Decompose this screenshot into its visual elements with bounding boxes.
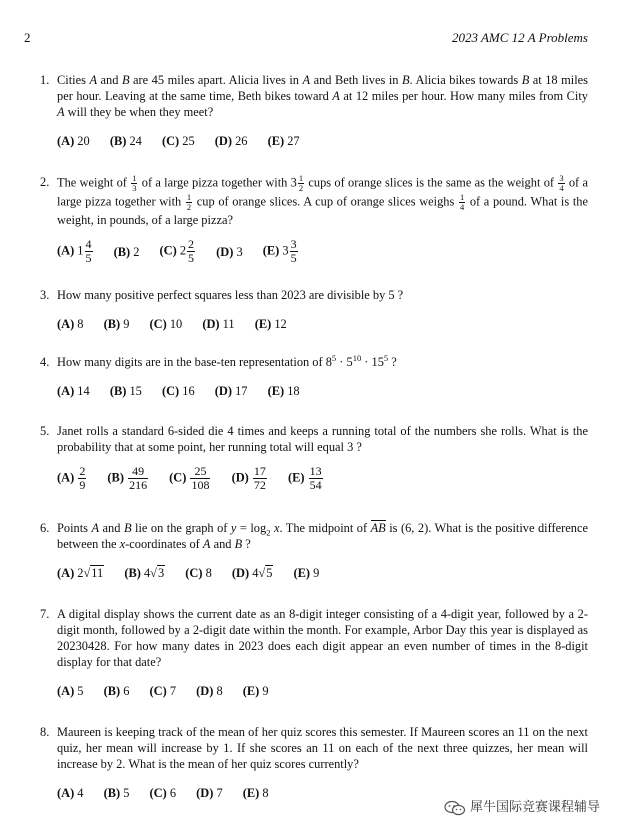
problem-number: 1. (40, 73, 50, 87)
answer-choices (57, 382, 588, 399)
page-title: 2023 AMC 12 A Problems (451, 30, 588, 45)
answer-choices (57, 238, 588, 265)
choice-b[interactable]: (B) 24 (109, 134, 142, 149)
choice-c[interactable]: (C) $\frac{25}{108}$ (169, 464, 210, 492)
choice-a[interactable]: (A) 20 (57, 134, 90, 149)
problem-number: 2. (40, 175, 50, 189)
choice-a[interactable]: (A) 5 (57, 684, 84, 699)
choice-b[interactable]: (B) 2 (113, 244, 140, 259)
page-number: 2 (24, 30, 31, 45)
choice-b[interactable]: (B) 15 (109, 384, 142, 399)
choice-e[interactable]: (E) 3 $\frac{3}{5}$ (262, 237, 297, 265)
choice-d[interactable]: (D) 4√5 (231, 566, 273, 581)
choice-d[interactable]: (D) 3 (216, 244, 243, 259)
choice-e[interactable]: (E) 18 (267, 384, 300, 399)
problem-8 (40, 724, 588, 801)
choice-a[interactable]: (A) $\frac{2}{9}$ (57, 464, 86, 492)
choice-d[interactable]: (D) 8 (196, 684, 223, 699)
problem-7 (40, 606, 588, 699)
problem-6 (40, 520, 588, 581)
problem-text: A digital display shows the current date as an 8-digit integer consisting of a 4-digit year, followed by a 2-digit month, followed by a 2-digit date within the month. For example, Arbor Day this year is displayed as 20230428. For how many dates in 2023 does each digit appear an even number of times in the 8-digit display for that date? (57, 607, 588, 669)
wechat-icon (444, 800, 466, 816)
problem-number: 7. (40, 607, 50, 621)
choice-c[interactable]: (C) 2 $\frac{2}{5}$ (159, 237, 195, 265)
answer-choices (57, 564, 588, 581)
choice-e[interactable]: (E) 27 (267, 134, 300, 149)
choice-b[interactable]: (B) 4√3 (124, 566, 165, 581)
problem-text: How many digits are in the base-ten representation of $8^5 \cdot 5^{10} \cdot 15^5$ ? (57, 352, 397, 369)
answer-choices (57, 315, 588, 332)
choice-c[interactable]: (C) 8 (185, 566, 212, 581)
problem-number: 3. (40, 288, 50, 302)
choice-c[interactable]: (C) 7 (149, 684, 177, 699)
choice-c[interactable]: (C) 25 (161, 134, 195, 149)
problem-1 (40, 72, 588, 149)
watermark-text: 犀牛国际竞赛课程辅导 (469, 800, 600, 815)
answer-choices (57, 132, 588, 149)
choice-e[interactable]: (E) $\frac{13}{54}$ (288, 464, 322, 492)
choice-d[interactable]: (D) 17 (214, 384, 248, 399)
problem-text: Maureen is keeping track of the mean of her quiz scores this semester. If Maureen scores an 11 on the next quiz, her mean will increase by 1. If she scores an 11 on each of the next three quizzes, her mean will increase by 2. What is the mean of her quiz scores currently? (57, 725, 588, 771)
choice-b[interactable]: (B) 6 (103, 684, 130, 699)
problem-text: The weight of $\frac{1}{3}$ of a large pizza together with 3 $\frac{1}{2}$ cups of orange slices is the same as the weight of $\frac{3}{4}$ of a large pizza together with $\frac{1}{2}$ cup of orange slices. A cup of orange slices weighs $\frac{1}{4}$ of a pound. What is the weight, in pounds, of a large pizza? (57, 173, 588, 227)
choice-a[interactable]: (A) 8 (57, 317, 84, 332)
choice-a[interactable]: (A) 4 (57, 786, 84, 801)
problem-text: Points A and B lie on the graph of $y = \log_2 x$. The midpoint of AB is (6, 2). What is the positive difference between the x-coordinates of A and B ? (57, 521, 588, 551)
problem-text: Janet rolls a standard 6-sided die 4 times and keeps a running total of the numbers she rolls. What is the probability that at some point, her running total will equal 3 ? (57, 424, 588, 454)
answer-choices (57, 465, 588, 492)
choice-e[interactable]: (E) 9 (293, 566, 320, 581)
problem-5 (40, 423, 588, 492)
choice-b[interactable]: (B) $\frac{49}{216}$ (107, 464, 148, 492)
choice-c[interactable]: (C) 10 (149, 317, 183, 332)
choice-c[interactable]: (C) 16 (161, 384, 195, 399)
problem-4 (40, 354, 588, 399)
choice-a[interactable]: (A) 1 $\frac{4}{5}$ (57, 237, 92, 265)
answer-choices (57, 682, 588, 699)
problem-text: How many positive perfect squares less than 2023 are divisible by 5 ? (57, 288, 404, 302)
choice-d[interactable]: (D) $\frac{17}{72}$ (231, 464, 266, 492)
problem-number: 8. (40, 725, 50, 739)
problem-2 (40, 174, 588, 265)
choice-b[interactable]: (B) 9 (103, 317, 130, 332)
choice-b[interactable]: (B) 5 (103, 786, 130, 801)
answer-choices (57, 784, 588, 801)
choice-d[interactable]: (D) 7 (196, 786, 223, 801)
choice-e[interactable]: (E) 9 (242, 684, 269, 699)
problem-number: 5. (40, 424, 50, 438)
problem-3 (40, 287, 588, 332)
choice-e[interactable]: (E) 8 (242, 786, 269, 801)
choice-a[interactable]: (A) 2√11 (57, 566, 104, 581)
problem-number: 6. (40, 521, 50, 535)
watermark (444, 800, 600, 816)
problem-number: 4. (40, 355, 50, 369)
choice-d[interactable]: (D) 11 (202, 317, 235, 332)
problem-text: Cities A and B are 45 miles apart. Alicia lives in A and Beth lives in B. Alicia bikes towards B at 18 miles per hour. Leaving at the same time, Beth bikes toward A at 12 miles per hour. How many miles from City A will they be when they meet? (57, 73, 588, 119)
choice-c[interactable]: (C) 6 (149, 786, 177, 801)
choice-a[interactable]: (A) 14 (57, 384, 90, 399)
choice-d[interactable]: (D) 26 (214, 134, 248, 149)
choice-e[interactable]: (E) 12 (254, 317, 287, 332)
